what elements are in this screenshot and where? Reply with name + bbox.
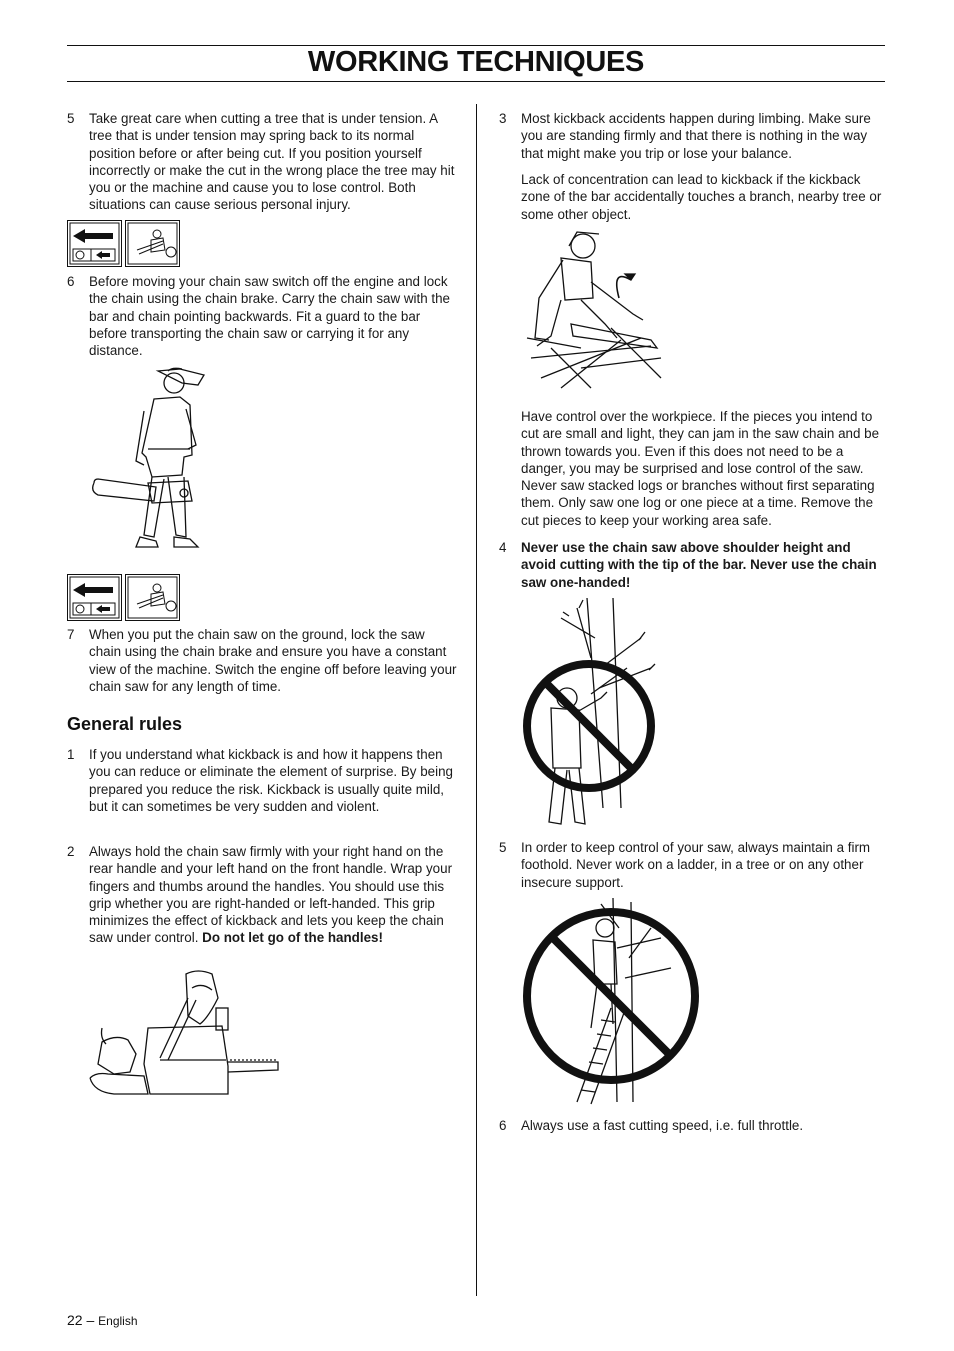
list-item — [499, 1117, 885, 1134]
item-number: 2 — [67, 844, 75, 859]
carrying-chain-saw-illustration — [88, 365, 218, 557]
footer-language: English — [98, 1314, 138, 1328]
list-item — [67, 626, 457, 695]
item-number: 6 — [67, 274, 75, 289]
item-number: 6 — [499, 1118, 507, 1133]
section-heading: General rules — [67, 714, 183, 734]
item-text: Always use a fast cutting speed, i.e. full throttle. — [521, 1118, 804, 1133]
list-item — [67, 746, 457, 815]
list-item — [67, 273, 457, 359]
column-divider — [476, 104, 477, 1296]
item-text: Before moving your chain saw switch off the engine and lock the chain using the chain brake. Carry the chain saw with the bar and chain pointing backwards. Fit a guard to the bar before transporting the chain saw or carrying it for any distance. — [89, 274, 451, 359]
item-number: 4 — [499, 540, 507, 555]
item-number: 5 — [67, 111, 75, 126]
chain-brake-symbol — [67, 220, 181, 268]
item-text: In order to keep control of your saw, always maintain a firm foothold. Never work on a ladder, in a tree or on any other insecure support. — [521, 840, 871, 890]
item-text: Take great care when cutting a tree that is under tension. A tree that is under tension may spring back to its normal position before or after being cut. If you position yourself incorrectly or make the cut in the wrong place the tree may hit you or the machine and cause you to lose control. Both situations can cause serious personal injury. — [89, 111, 455, 213]
item-number: 5 — [499, 840, 507, 855]
chain-brake-symbol — [67, 574, 181, 622]
item-bold-text: Never use the chain saw above shoulder height and avoid cutting with the tip of the bar. Never use the chain saw one-handed! — [521, 540, 877, 590]
item-number: 7 — [67, 627, 75, 642]
page-footer — [67, 1312, 138, 1328]
item-bold-text: Do not let go of the handles! — [202, 930, 383, 946]
list-item — [67, 843, 457, 947]
page-number: 22 – — [67, 1312, 95, 1328]
prohibited-ladder-illustration — [521, 898, 705, 1108]
paragraph: Have control over the workpiece. If the pieces you intend to cut are small and light, they can jam in the saw chain and be thrown towards you. Even if this does not need to be a danger, you may be surprised and lose control of the saw. Never saw stacked logs or branches without first separating them. Only saw one log or one piece at a time. Remove the cut pieces to keep your working area safe. — [521, 409, 880, 528]
limbing-kickback-illustration — [521, 228, 663, 394]
grip-illustration — [88, 968, 280, 1098]
list-item — [499, 839, 885, 891]
item-text: Most kickback accidents happen during limbing. Make sure you are standing firmly and that there is nothing in the way that might make you trip or lose your balance. — [521, 111, 871, 161]
list-item — [67, 110, 457, 214]
item-text: If you understand what kickback is and how it happens then you can reduce or eliminate the element of surprise. By being prepared you reduce the risk. Kickback is usually quite mild, but it can sometimes be very sudden and violent. — [89, 747, 453, 814]
header-bottom-rule — [67, 81, 885, 82]
list-item — [499, 539, 885, 591]
list-item — [499, 110, 885, 162]
item-text: When you put the chain saw on the ground, lock the saw chain using the chain brake and ensure you have a constant view of the machine. Switch the engine off before leaving your chain saw for any length of time. — [89, 627, 457, 694]
prohibited-above-shoulder-illustration — [521, 598, 661, 828]
item-number: 3 — [499, 111, 507, 126]
item-number: 1 — [67, 747, 75, 762]
paragraph: Lack of concentration can lead to kickback if the kickback zone of the bar accidentally touches a branch, nearby tree or some other object. — [521, 172, 882, 222]
page-title: WORKING TECHNIQUES — [307, 46, 645, 78]
item-text: Always hold the chain saw firmly with your right hand on the rear handle and your left hand on the front handle. Wrap your fingers and thumbs around the handles. You should use this grip whether you are right-handed or left-handed. This grip minimizes the effect of kickback and lets you keep the chain saw under control. — [89, 844, 453, 946]
